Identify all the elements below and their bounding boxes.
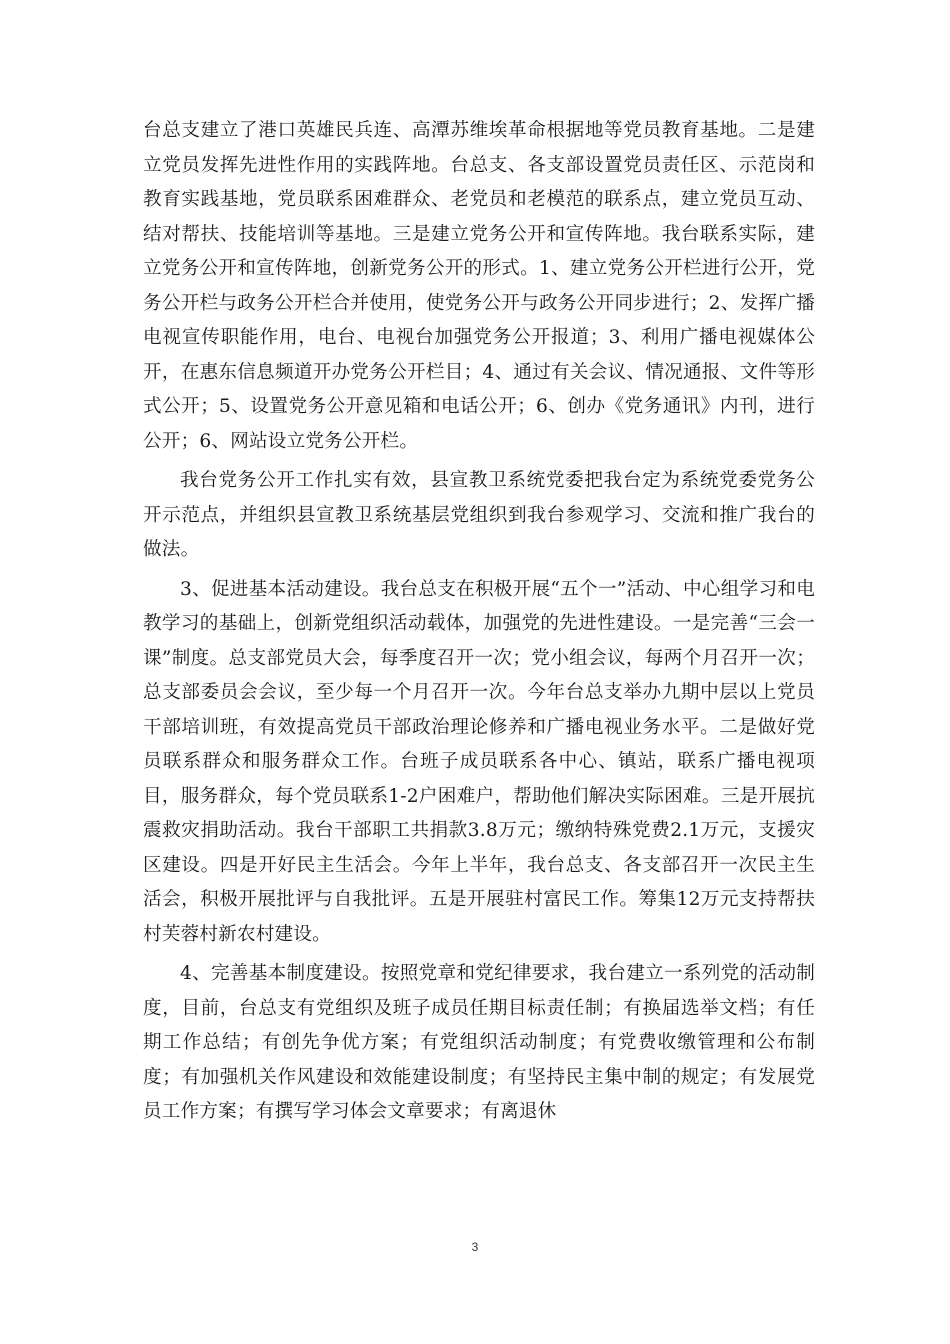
paragraph-1: 台总支建立了港口英雄民兵连、高潭苏维埃革命根据地等党员教育基地。二是建立党员发挥先进性作用的实践阵地。台总支、各支部设置党员责任区、示范岗和教育实践基地，党员联系困难群众、老党员和老模范的联系点，建立党员互动、结对帮扶、技能培训等基地。三是建立党务公开和宣传阵地。我台联系实际，建立党务公开和宣传阵地，创新党务公开的形式。1、建立党务公开栏进行公开，党务公开栏与政务公开栏合并使用，使党务公开与政务公开同步进行；2、发挥广播电视宣传职能作用，电台、电视台加强党务公开报道；3、利用广播电视媒体公开，在惠东信息频道开办党务公开栏目；4、通过有关会议、情况通报、文件等形式公开；5、设置党务公开意见箱和电话公开；6、创办《党务通讯》内刊，进行公开；6、网站设立党务公开栏。 <box>143 120 815 452</box>
document-body <box>143 114 815 1130</box>
paragraph-4: 4、完善基本制度建设。按照党章和党纪律要求，我台建立一系列党的活动制度，目前，台总支有党组织及班子成员任期目标责任制；有换届选举文档；有任期工作总结；有创先争优方案；有党组织活动制度；有党费收缴管理和公布制度；有加强机关作风建设和效能建设制度；有坚持民主集中制的规定；有发展党员工作方案；有撰写学习体会文章要求；有离退休 <box>143 963 815 1122</box>
paragraph-2: 我台党务公开工作扎实有效，县宣教卫系统党委把我台定为系统党委党务公开示范点，并组织县宣教卫系统基层党组织到我台参观学习、交流和推广我台的做法。 <box>143 470 815 560</box>
paragraph-3: 3、促进基本活动建设。我台总支在积极开展“五个一”活动、中心组学习和电教学习的基础上，创新党组织活动载体，加强党的先进性建设。一是完善“三会一课”制度。总支部党员大会，每季度召开一次；党小组会议，每两个月召开一次；总支部委员会会议，至少每一个月召开一次。今年台总支举办九期中层以上党员干部培训班，有效提高党员干部政治理论修养和广播电视业务水平。二是做好党员联系群众和服务群众工作。台班子成员联系各中心、镇站，联系广播电视项目，服务群众，每个党员联系1-2户困难户，帮助他们解决实际困难。三是开展抗震救灾捐助活动。我台干部职工共捐款3.8万元；缴纳特殊党费2.1万元，支援灾区建设。四是开好民主生活会。今年上半年，我台总支、各支部召开一次民主生活会，积极开展批评与自我批评。五是开展驻村富民工作。筹集12万元支持帮扶村芙蓉村新农村建设。 <box>143 578 815 945</box>
page-number: 3 <box>471 1240 479 1254</box>
